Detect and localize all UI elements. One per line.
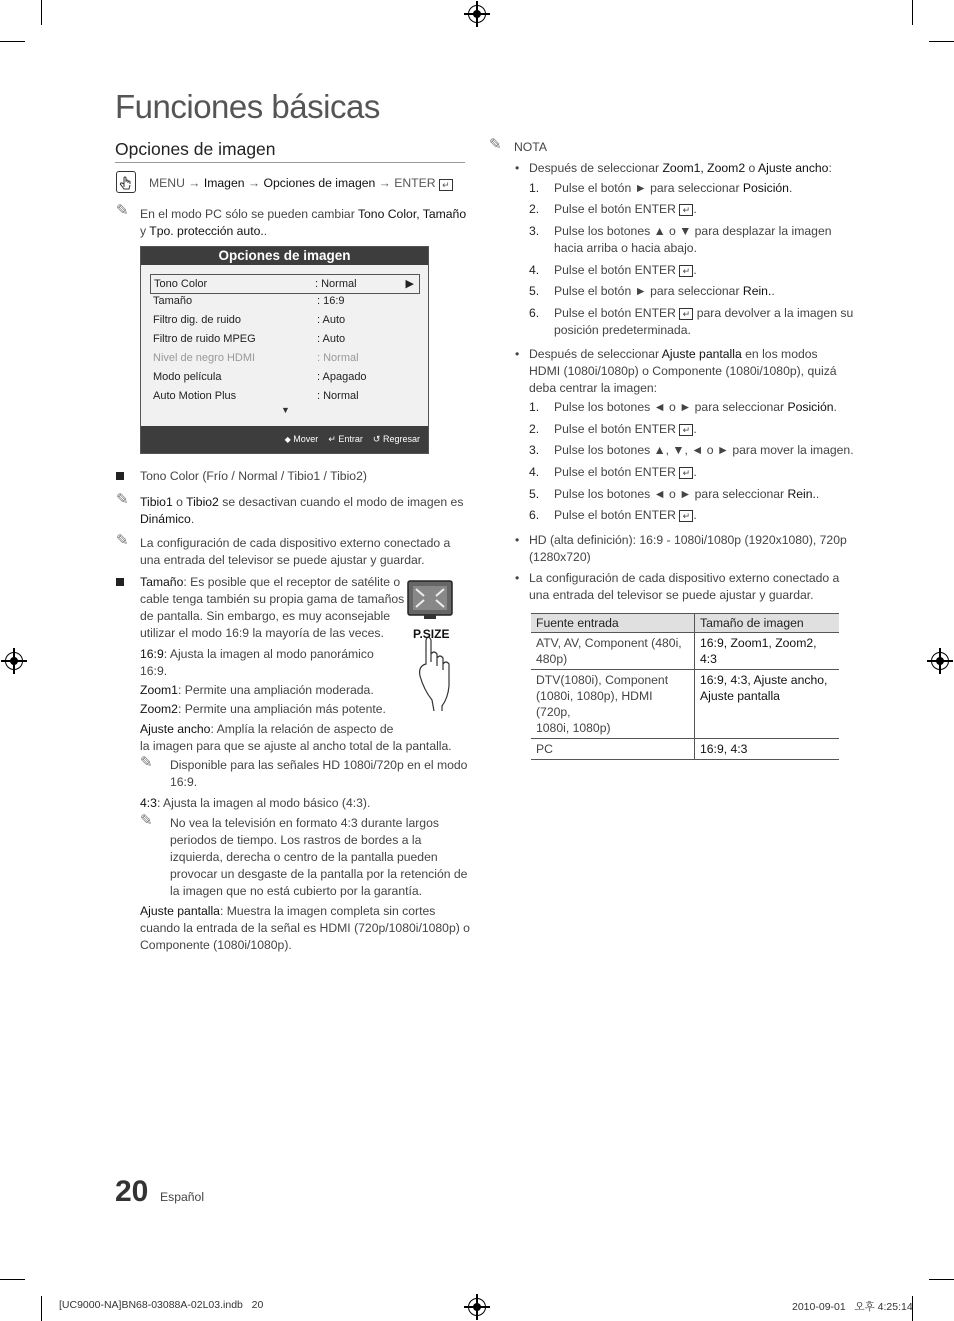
tamano-bullet: Tamaño: Es posible que el receptor de satélite o cable tenga también su propia gama de tamaños de pantalla. Sin embargo, es muy aconsejable utilizar el modo 16:9 la mayoría de las veces.	[140, 575, 405, 640]
enter-icon: ↵	[679, 265, 693, 277]
crop-mark	[929, 41, 954, 42]
table-cell: 16:9, 4:3	[695, 739, 840, 760]
bullet-square	[116, 472, 124, 480]
page-title: Funciones básicas	[115, 88, 380, 125]
osd-footer: ◆ Mover ↵ Entrar ↺ Regresar	[141, 426, 428, 453]
registration-mark-icon	[931, 652, 949, 670]
zoom-bullet: Después de seleccionar Zoom1, Zoom2 o Ajuste ancho:	[529, 161, 832, 175]
step-text: Pulse el botón ENTER ↵ .	[554, 202, 697, 216]
step-text: Pulse el botón ► para seleccionar Posición.	[554, 181, 793, 195]
bullet-dot: •	[515, 533, 520, 547]
step-text: Pulse el botón ► para seleccionar Rein..	[554, 284, 775, 298]
osd-row[interactable]: Filtro de ruido MPEG : Auto	[153, 333, 346, 345]
crop-mark	[929, 1279, 954, 1280]
enter-icon: ↵	[679, 308, 693, 320]
note-pencil-icon: ✎	[489, 136, 502, 153]
step-number: 4.	[529, 263, 540, 277]
scroll-down-icon[interactable]: ▼	[281, 405, 290, 415]
footer-file: [UC9000-NA]BN68-03088A-02L03.indb 20	[59, 1299, 264, 1311]
osd-row[interactable]: Filtro dig. de ruido : Auto	[153, 314, 346, 326]
osd-row[interactable]: Tamaño : 16:9	[153, 295, 345, 307]
step-number: 1.	[529, 181, 540, 195]
table-header: Fuente entrada	[531, 614, 695, 633]
step-text: Pulse el botón ENTER ↵ .	[554, 465, 697, 479]
note-pencil-icon: ✎	[116, 491, 129, 508]
hd-bullet: HD (alta definición): 16:9 - 1080i/1080p (1920x1080), 720p (1280x720)	[529, 533, 847, 564]
osd-menu	[140, 246, 429, 454]
note-pencil-icon: ✎	[140, 754, 153, 771]
table-header-row	[531, 614, 839, 633]
ajuste-ancho: Ajuste ancho: Amplía la relación de aspecto de la imagen para que se ajuste al ancho total de la pantalla.	[140, 722, 452, 753]
step-number: 3.	[529, 443, 540, 457]
tibio-note: Tibio1 o Tibio2 se desactivan cuando el modo de imagen es Dinámico.	[140, 495, 464, 526]
ajuste-pantalla: Ajuste pantalla: Muestra la imagen completa sin cortes cuando la entrada de la señal es HDMI (720p/1080i/1080p) o Componente (1080i/1080p).	[140, 904, 470, 952]
menu-label: MENU	[149, 176, 185, 190]
step-text: Pulse los botones ◄ o ► para seleccionar Rein..	[554, 487, 820, 501]
step-text: Pulse el botón ENTER ↵ .	[554, 263, 697, 277]
psize-label: P.SIZE	[413, 627, 450, 641]
osd-row[interactable]: Modo película : Apagado	[153, 371, 367, 383]
step-number: 2.	[529, 202, 540, 216]
registration-mark-icon	[468, 1298, 486, 1316]
enter-icon: ↵	[679, 510, 693, 522]
page-number: 20	[115, 1175, 149, 1208]
step-text: Pulse los botones ▲ o ▼ para desplazar la imagen hacia arriba o hacia abajo.	[554, 224, 832, 255]
enter-icon: ↵	[439, 179, 453, 191]
menu-path: MENU → Imagen → Opciones de imagen → ENTER ↵	[149, 175, 453, 192]
table-cell: PC	[531, 739, 695, 760]
tono-color-bullet: Tono Color (Frío / Normal / Tibio1 / Tibio2)	[140, 469, 367, 483]
step-text: Pulse el botón ENTER ↵ para devolver a la imagen su posición predeterminada.	[554, 306, 854, 337]
bullet-square	[116, 578, 124, 586]
arrow-right-icon: ▶	[405, 278, 414, 290]
table-row	[531, 739, 839, 760]
bullet-dot: •	[515, 347, 520, 361]
note-pencil-icon: ✎	[140, 812, 153, 829]
ratio-169: 16:9: Ajusta la imagen al modo panorámico 16:9.	[140, 647, 374, 678]
crop-mark	[0, 1279, 25, 1280]
step-number: 6.	[529, 306, 540, 320]
osd-title: Opciones de imagen	[141, 247, 428, 265]
table-cell: 16:9, 4:3, Ajuste ancho, Ajuste pantalla	[695, 670, 840, 739]
crop-mark	[41, 1296, 42, 1321]
crop-mark	[41, 0, 42, 25]
crop-mark	[912, 0, 913, 25]
move-icon: ◆	[284, 435, 291, 444]
section-title: Opciones de imagen	[115, 139, 276, 159]
ratio-43: 4:3: Ajusta la imagen al modo básico (4:3).	[140, 796, 371, 810]
step-number: 5.	[529, 284, 540, 298]
osd-row-selected[interactable]: Tono Color : Normal ▶	[150, 274, 420, 294]
enter-icon: ↵	[679, 467, 693, 479]
bullet-dot: •	[515, 571, 520, 585]
table-header: Tamaño de imagen	[695, 614, 840, 633]
enter-icon: ↵	[679, 204, 693, 216]
table-cell: ATV, AV, Component (480i, 480p)	[531, 633, 695, 670]
crop-mark	[0, 41, 25, 42]
step-text: Pulse el botón ENTER ↵ .	[554, 508, 697, 522]
step-number: 5.	[529, 487, 540, 501]
bullet-dot: •	[515, 161, 520, 175]
return-icon: ↺	[372, 434, 381, 444]
page-language: Español	[160, 1190, 205, 1204]
hand-remote-icon	[116, 171, 136, 193]
osd-row-disabled: Nivel de negro HDMI : Normal	[153, 352, 359, 364]
step-text: Pulse el botón ENTER ↵ .	[554, 422, 697, 436]
pc-note: En el modo PC sólo se pueden cambiar Tono Color, Tamaño y Tpo. protección auto..	[140, 207, 467, 238]
note-pencil-icon: ✎	[116, 202, 129, 219]
zoom1: Zoom1: Permite una ampliación moderada.	[140, 683, 374, 697]
step-number: 2.	[529, 422, 540, 436]
pantalla-bullet: Después de seleccionar Ajuste pantalla en los modos HDMI (1080i/1080p) o Componente (1080i/1080p), quizá deba centrar la imagen:	[529, 347, 837, 395]
zoom2: Zoom2: Permite una ampliación más potente.	[140, 702, 386, 716]
step-text: Pulse los botones ▲, ▼, ◄ o ► para mover la imagen.	[554, 443, 854, 457]
enter-icon: ↵	[328, 434, 336, 444]
config-bullet: La configuración de cada dispositivo externo conectado a una entrada del televisor se puede ajustar y guardar.	[529, 571, 840, 602]
registration-mark-icon	[468, 5, 486, 23]
section-divider	[115, 162, 465, 163]
size-table	[531, 613, 839, 760]
enter-icon: ↵	[679, 424, 693, 436]
table-cell: DTV(1080i), Component (1080i, 1080p), HDMI (720p, 1080i, 1080p)	[531, 670, 695, 739]
config-note: La configuración de cada dispositivo externo conectado a una entrada del televisor se puede ajustar y guardar.	[140, 536, 451, 567]
footer-date: 2010-09-01 오후 4:25:14	[792, 1301, 913, 1313]
registration-mark-icon	[5, 652, 23, 670]
step-text: Pulse los botones ◄ o ► para seleccionar Posición.	[554, 400, 837, 414]
step-number: 1.	[529, 400, 540, 414]
table-row	[531, 670, 839, 739]
table-cell: 16:9, Zoom1, Zoom2, 4:3	[695, 633, 840, 670]
step-number: 6.	[529, 508, 540, 522]
step-number: 3.	[529, 224, 540, 238]
psize-remote-illustration	[404, 578, 464, 713]
step-number: 4.	[529, 465, 540, 479]
note-pencil-icon: ✎	[116, 532, 129, 549]
ratio-43-note: No vea la televisión en formato 4:3 durante largos periodos de tiempo. Los rastros de bordes a la izquierda, derecha o centro de la pantalla pueden provocar un desgaste de la pantalla por la retención de la imagen que no está cubierto por la garantía.	[170, 816, 468, 898]
table-row	[531, 633, 839, 670]
nota-heading: NOTA	[514, 140, 547, 154]
ancho-note: Disponible para las señales HD 1080i/720p en el modo 16:9.	[170, 758, 468, 789]
osd-row[interactable]: Auto Motion Plus : Normal	[153, 390, 359, 402]
